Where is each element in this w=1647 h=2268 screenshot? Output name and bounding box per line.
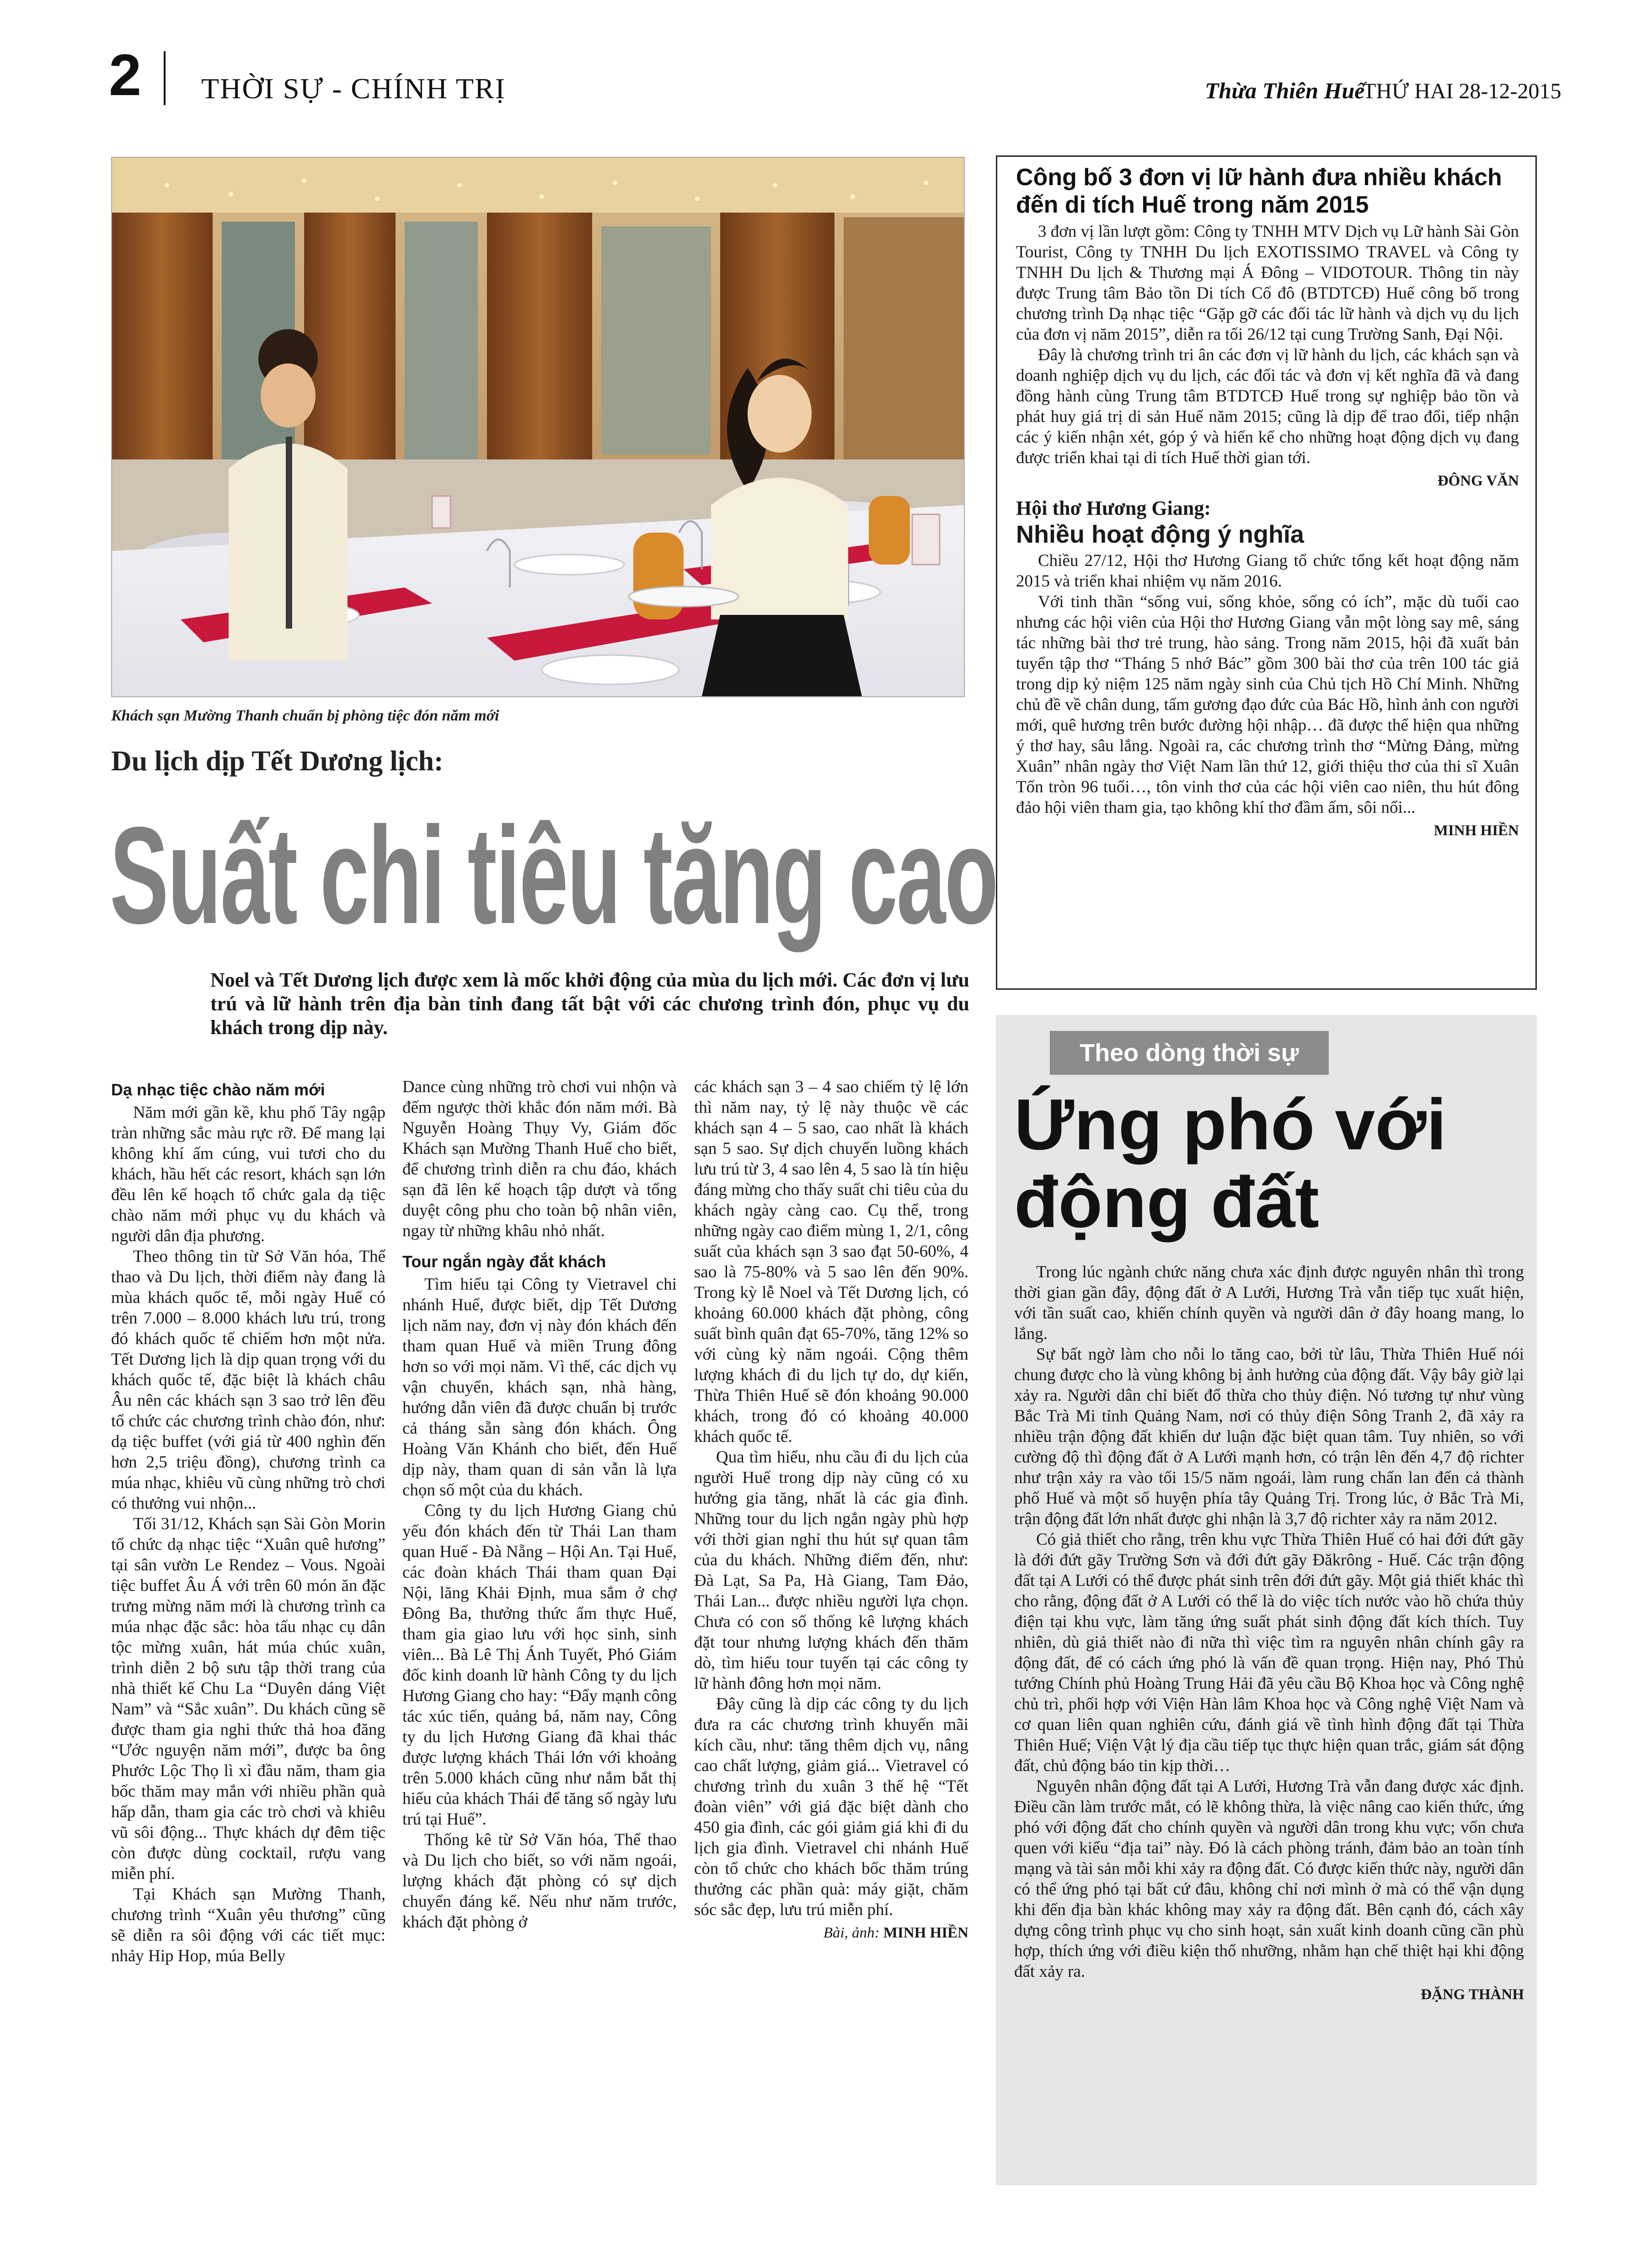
article-column-1 [111,1077,385,1966]
page-number: 2 [109,43,142,108]
commentary-body [1014,1262,1524,2005]
paragraph: Năm mới gần kề, khu phố Tây ngập tràn những sắc màu rực rỡ. Để mang lại không khí ấm cúng, vui tươi cho du khách, hầu hết các resort, khách sạn lớn đều lên kế hoạch tổ chức gala dạ tiệc chào năm mới phục vụ du khách và người dân địa phương. [111,1103,385,1245]
article-headline: Suất chi tiêu tăng cao [110,798,998,952]
news-box-content [1016,164,1519,841]
paragraph: Sự bất ngờ làm cho nỗi lo tăng cao, bởi từ lâu, Thừa Thiên Huế nói chung được cho là vùng không bị ảnh hưởng của động đất. Vậy bây giờ lại xảy ra. Người dân chỉ biết đổ thừa cho thủy điện. Nó tương tự như vùng Bắc Trà Mi tỉnh Quảng Nam, nơi có thủy điện Sông Tranh 2, đã xảy ra nhiều trận động đất khiến dư luận đặc biệt quan tâm. Tuy nhiên, so với cường độ thì động đất ở A Lưới mạnh hơn, có trận lên đến 4,7 độ richter như trận xảy ra vào tối 15/5 năm ngoái, làm rung chấn lan đến cả thành phố Huế và một số huyện phía tây Quảng Trị. Trong lúc, ở Bắc Trà Mi, trận động đất lớn nhất được ghi nhận là 3,7 độ richter xảy ra năm 2012. [1014,1345,1524,1528]
commentary-tag [1050,1031,1329,1075]
paragraph: Đây cũng là dịp các công ty du lịch đưa ra các chương trình khuyến mãi kích cầu, như: tăng thêm dịch vụ, nâng cao chất lượng, giảm giá... Vietravel có chương trình du xuân 3 thế hệ “Tết đoàn viên” với giá đặc biệt dành cho 450 gia đình, các gói giảm giá khi đi du lịch gia đình. Vietravel chi nhánh Huế còn tổ chức cho khách bốc thăm trúng thưởng các phần quà: máy giặt, chăm sóc sắc đẹp, lưu trú miễn phí. [694,1695,968,1919]
commentary-byline: ĐẶNG THÀNH [1421,1986,1524,2003]
commentary-headline-line1: Ứng phó với [1014,1084,1447,1165]
paragraph: Tìm hiểu tại Công ty Vietravel chi nhánh Huế, được biết, dịp Tết Dương lịch năm nay, đơn vị này đón khách đến tham quan Huế và miền Trung đông hơn so với mọi năm. Vì thế, các dịch vụ vận chuyển, khách sạn, nhà hàng, hướng dẫn viên đã được chuẩn bị trước cả tháng sẵn sàng đón khách. Ông Hoàng Văn Khánh cho biết, đến Huế dịp này, tham quan di sản vẫn là lựa chọn số một của du khách. [402,1275,677,1500]
paragraph: Qua tìm hiểu, nhu cầu đi du lịch của người Huế trong dịp này cũng có xu hướng gia tăng, nhất là các gia đình. Những tour du lịch ngắn ngày phù hợp với thời gian nghỉ thu hút sự quan tâm của du khách. Những điểm đến, như: Đà Lạt, Sa Pa, Hà Giang, Tam Đảo, Thái Lan... được nhiều người lựa chọn. Chưa có con số thống kê lượng khách đặt tour nhưng lượng khách đến thăm dò, tìm hiểu tour tuyến tại các công ty lữ hành đông hơn mọi năm. [694,1448,968,1693]
commentary-tag-label: Theo dòng thời sự [1080,1039,1299,1067]
paragraph: Có giả thiết cho rằng, trên khu vực Thừa Thiên Huế có hai đới đứt gãy là đới đứt gãy Trường Sơn và đới đứt gãy Đăkrông - Huế. Các trận động đất tại A Lưới có thể được phát sinh trên đới đứt gãy. Một giả thiết khác thì cho rằng, động đất ở A Lưới có thể là do việc tích nước vào hồ chứa thủy điện tại khu vực, làm tăng ứng suất phát sinh động đất kích thích. Tuy nhiên, dù giả thiết nào đi nữa thì việc tìm ra nguyên nhân chính gây ra động đất, để có cách ứng phó là vấn đề quan trọng. Hiện nay, Phó Thủ tướng Chính phủ Hoàng Trung Hải đã yêu cầu Bộ Khoa học và Công nghệ chủ trì, phối hợp với Viện Hàn lâm Khoa học và Công nghệ Việt Nam và cơ quan liên quan nghiên cứu, đánh giá về tình hình động đất tại Thừa Thiên Huế; Viện Vật lý địa cầu tiếp tục thực hiện quan trắc, giám sát động đất, chủ động báo tin kịp thời… [1014,1530,1524,1775]
banquet-photo [111,157,965,697]
byline-name: MINH HIỀN [883,1925,968,1941]
paragraph: các khách sạn 3 – 4 sao chiếm tỷ lệ lớn thì năm nay, tỷ lệ này thuộc về các khách sạn 4 – 5 sao, cao nhất là khách sạn 5 sao. Sự dịch chuyển luồng khách lưu trú từ 3, 4 sao lên 4, 5 sao là tín hiệu đáng mừng cho thấy suất chi tiêu của du khách ngày càng cao. Cụ thể, trong những ngày cao điểm mùng 1, 2/1, công suất của khách sạn 3 sao đạt 50-60%, 4 sao là 75-80% và 5 sao lên đến 90%. Trong kỳ lễ Noel và Tết Dương lịch, có khoảng 60.000 khách đặt phòng, công suất bình quân đạt 65-70%, tăng 12% so với cùng kỳ năm ngoái. Cộng thêm lượng khách đi du lịch tự do, dự kiến, Thừa Thiên Huế sẽ đón khoảng 90.000 khách, trong đó có khoảng 40.000 khách quốc tế. [694,1078,968,1446]
article-lead: Noel và Tết Dương lịch được xem là mốc khởi động của mùa du lịch mới. Các đơn vị lưu trú và lữ hành trên địa bàn tỉnh đang tất bật với các chương trình đón, phục vụ du khách trong dịp này. [210,969,969,1039]
paragraph: Dance cùng những trò chơi vui nhộn và đếm ngược thời khắc đón năm mới. Bà Nguyễn Hoàng Thụy Vy, Giám đốc Khách sạn Mường Thanh Huế cho biết, để chương trình diễn ra chu đáo, khách sạn đã lên kế hoạch tập dượt và tổng duyệt công phu cho toàn bộ nhân viên, ngay từ những khâu nhỏ nhất. [402,1078,677,1240]
paragraph: Công ty du lịch Hương Giang chủ yếu đón khách đến từ Thái Lan tham quan Huế - Đà Nẵng – Hội An. Tại Huế, các đoàn khách Thái tham quan Đại Nội, lăng Khải Định, mua sắm ở chợ Đông Ba, thưởng thức ẩm thực Huế, tham gia giao lưu với học sinh, sinh viên... Bà Lê Thị Ánh Tuyết, Phó Giám đốc kinh doanh lữ hành Công ty du lịch Hương Giang cho hay: “Đẩy mạnh công tác xúc tiến, quảng bá, năm nay, Công ty du lịch Hương Giang đã khai thác được lượng khách Thái lớn với khoảng trên 5.000 khách cũng như nắm bắt thị hiếu của khách Thái để tăng số ngày lưu trú tại Huế”. [402,1501,677,1829]
paragraph: Với tinh thần “sống vui, sống khỏe, sống có ích”, mặc dù tuổi cao nhưng các hội viên của Hội thơ Hương Giang vẫn một lòng say mê, sáng tác những bài thơ trẻ trung, hào sảng. Trong năm 2015, hội đã xuất bản tuyển tập thơ “Tháng 5 nhớ Bác” gồm 300 bài thơ của trên 100 tác giả trong dịp kỷ niệm 125 năm ngày sinh của Chủ tịch Hồ Chí Minh. Những chủ đề về chân dung, tấm gương đạo đức của Bác Hồ, hình ảnh con người mới, quê hương trên bước đường hội nhập… đã được thể hiện qua những ý thơ hay, sâu lắng. Ngoài ra, các chương trình thơ “Mừng Đảng, mừng Xuân” nhân ngày thơ Việt Nam lần thứ 12, giới thiệu thơ của thi sĩ Xuân Tốn tròn 96 tuổi…, tôn vinh thơ của các hội viên cao niên, thu hút đông đảo hội viên tham gia, tạo không khí thơ đầm ấm, sôi nổi... [1016,592,1519,817]
paragraph: Nguyên nhân động đất tại A Lưới, Hương Trà vẫn đang được xác định. Điều cần làm trước mắt, có lẽ không thừa, là việc nâng cao kiến thức, ứng phó với động đất cho chính quyền và người dân trong khu vực; vốn chưa quen với kiểu “địa tai” này. Đó là cách phòng tránh, đảm bảo an toàn tính mạng và tài sản mỗi khi xảy ra động đất. Có được kiến thức này, người dân có thể ứng phó tại bất cứ đâu, không chỉ nơi mình ở mà có thể vận dụng khi đến địa bàn khác không may xảy ra động đất. Bên cạnh đó, cách xây dựng công trình phục vụ cho sinh hoạt, sản xuất kinh doanh cũng cần phù hợp, thích ứng với điều kiện thổ nhưỡng, nhằm hạn chế thiệt hại khi động đất xảy ra. [1014,1777,1524,1981]
paragraph: Tại Khách sạn Mường Thanh, chương trình “Xuân yêu thương” cũng sẽ diễn ra sôi động với các tiết mục: nhảy Hip Hop, múa Belly [111,1885,385,1965]
issue-date: THỨ HAI 28-12-2015 [1363,79,1561,103]
header-divider [164,51,166,105]
commentary-headline [1014,1086,1526,1241]
article-byline [694,1923,968,1943]
subhead-gala: Dạ nhạc tiệc chào năm mới [111,1080,325,1099]
news-item-1-title: Công bố 3 đơn vị lữ hành đưa nhiều khách đến di tích Huế trong năm 2015 [1016,164,1502,218]
byline-prefix: Bài, ảnh: [823,1925,880,1941]
commentary-headline-line2: động đất [1014,1162,1319,1243]
article-kicker: Du lịch dịp Tết Dương lịch: [111,746,444,777]
news-item-2-byline: MINH HIỀN [1433,822,1519,839]
article-column-3 [694,1077,968,1943]
section-title: THỜI SỰ - CHÍNH TRỊ [201,72,506,105]
paragraph: Thống kê từ Sở Văn hóa, Thể thao và Du lịch cho biết, so với năm ngoái, lượng khách đặt phòng có sự dịch chuyển đáng kể. Nếu như năm trước, khách đặt phòng ở [402,1830,677,1932]
paragraph: 3 đơn vị lần lượt gồm: Công ty TNHH MTV Dịch vụ Lữ hành Sài Gòn Tourist, Công ty TNHH Du lịch EXOTISSIMO TRAVEL và Công ty TNHH Du lịch & Thương mại Á Đông – VIDOTOUR. Thông tin này được Trung tâm Bảo tồn Di tích Cố đô (BTDTCĐ) Huế công bố trong chương trình Dạ nhạc tiệc “Gặp gỡ các đối tác lữ hành và dịch vụ du lịch của đơn vị năm 2015”, diễn ra tối 26/12 tại cung Trường Sanh, Đại Nội. [1016,222,1519,344]
article-column-2 [402,1077,677,1932]
paragraph: Tối 31/12, Khách sạn Sài Gòn Morin tổ chức dạ nhạc tiệc “Xuân quê hương” tại sân vườn Le Rendez – Vous. Ngoài tiệc buffet Âu Á với trên 60 món ăn đặc trưng mừng năm mới là chương trình ca múa nhạc đặc sắc: hòa tấu nhạc cụ dân tộc mừng xuân, hát múa chúc xuân, trình diễn 2 bộ sưu tập thời trang của nhà thiết kế Chu La “Duyên dáng Việt Nam” và “Sắc xuân”. Du khách cũng sẽ được tham gia nghi thức thả hoa đăng “Ước nguyện năm mới”, được ba ông Phước Lộc Thọ lì xì đầu năm, tham gia bốc thăm may mắn với nhiều phần quà hấp dẫn, tham gia các trò chơi và khiêu vũ sôi động... Thực khách dự đêm tiệc còn được dùng cocktail, rượu vang miễn phí. [111,1515,385,1883]
paragraph: Theo thông tin từ Sở Văn hóa, Thể thao và Du lịch, thời điểm này đang là mùa khách quốc tế, mỗi ngày Huế có trên 7.000 – 8.000 khách lưu trú, trong đó khách quốc tế chiếm hơn một nửa. Tết Dương lịch là dịp quan trọng với du khách quốc tế, đặc biệt là khách châu Âu nên các khách sạn 3 sao trở lên đều tổ chức các chương trình chào đón, như: dạ tiệc buffet (với giá từ 400 nghìn đến hơn 2,5 triệu đồng), chương trình ca múa nhạc, khiêu vũ cùng những trò chơi có thưởng vui nhộn... [111,1247,385,1513]
news-item-2-title: Nhiều hoạt động ý nghĩa [1016,521,1304,548]
paragraph: Trong lúc ngành chức năng chưa xác định được nguyên nhân thì trong thời gian gần đây, động đất ở A Lưới, Hương Trà vẫn tiếp tục xuất hiện, với tần suất cao, khiến chính quyền và người dân ở đây hoang mang, lo lắng. [1014,1263,1524,1343]
banquet-scene-illustration [112,158,964,696]
newspaper-name: Thừa Thiên Huế [1205,78,1365,103]
news-item-1-byline: ĐÔNG VĂN [1437,473,1519,489]
paragraph: Đây là chương trình tri ân các đơn vị lữ hành du lịch, các khách sạn và doanh nghiệp dịch vụ du lịch, các đối tác và đơn vị kết nghĩa đã và đang đồng hành cùng Trung tâm BTDTCĐ Huế trong sự nghiệp bảo tồn và phát huy giá trị di sản Huế năm 2015; cũng là dịp để trao đổi, tiếp nhận các ý kiến nhận xét, góp ý và hiến kế cho những hoạt động dịch vụ đang được triển khai tại di tích Huế thời gian tới. [1016,346,1519,467]
news-item-2-kicker: Hội thơ Hương Giang: [1016,497,1211,519]
photo-caption: Khách sạn Mường Thanh chuẩn bị phòng tiệc đón năm mới [111,707,499,724]
paragraph: Chiều 27/12, Hội thơ Hương Giang tổ chức tổng kết hoạt động năm 2015 và triển khai nhiệm vụ năm 2016. [1016,551,1519,591]
subhead-short-tours: Tour ngắn ngày đắt khách [402,1252,606,1271]
